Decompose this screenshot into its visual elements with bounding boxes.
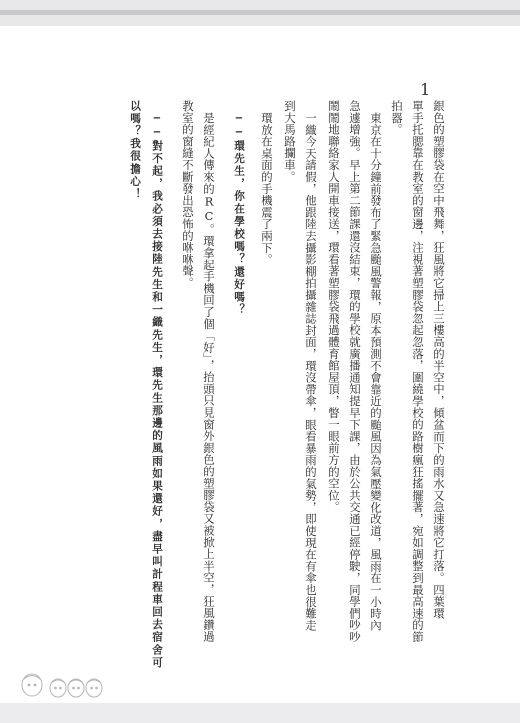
dialog-column: 以嗎？我很擔心！ — [129, 100, 141, 201]
chibi-doodle-illustration — [18, 670, 108, 700]
text-column: 到大馬路攔車。 — [283, 100, 297, 183]
text-column: 拍器。 — [390, 100, 404, 136]
text-column: 是經紀人傳來的RC。環拿起手機回了個「好」，抬頭只見窗外銀色的塑膠袋又被掀上半空，狂風鑽過 — [202, 112, 216, 643]
text-column: 一織今天請假，他跟陸去攝影棚拍攝雜誌封面，環沒帶傘，眼看暴雨的氣勢，即使現在有傘也很難走 — [304, 112, 318, 632]
text-column: 鬧鬧地聯絡家人開車接送，環看著塑膠袋飛過體育館屋頂，瞥一眼前方的空位。 — [327, 100, 341, 513]
text-column: 單手托腮靠在教室的窗邊，注視著塑膠袋忽起忽落，圍繞學校的路樹瘋狂搖擺著，宛如調整到最高速的節 — [411, 100, 425, 643]
text-column: 銀色的塑膠袋在空中飛舞，狂風將它掃上三樓高的半空中，傾盆而下的雨水又急速將它打落。四葉環 — [432, 100, 446, 620]
text-column: 教室的窗縫不斷發出恐怖的咻咻聲。 — [181, 100, 195, 289]
top-margin-stripe — [0, 10, 520, 15]
text-column: 環放在桌面的手機震了兩下。 — [260, 112, 274, 266]
bottom-margin-band — [0, 703, 520, 723]
text-column: 東京在十分鐘前發布了緊急颱風警報，原本預測不會靠近的颱風因為氣壓變化改道，風雨在一小時內 — [369, 112, 383, 632]
body-text — [66, 100, 446, 670]
dialog-column: ——對不起，我必須去接陸先生和一織先生，環先生那邊的風雨如果還好，盡早叫計程車回去宿舍可 — [151, 112, 163, 670]
page-number: 1 — [420, 80, 431, 99]
text-column: 急遽增強。早上第二節課還沒結束，環的學校就廣播通知提早下課，由於公共交通已經停駛，同學們吵吵 — [348, 100, 362, 643]
top-margin-band — [0, 0, 520, 26]
dialog-column: ——環先生，你在學校嗎？還好嗎？ — [233, 112, 245, 317]
